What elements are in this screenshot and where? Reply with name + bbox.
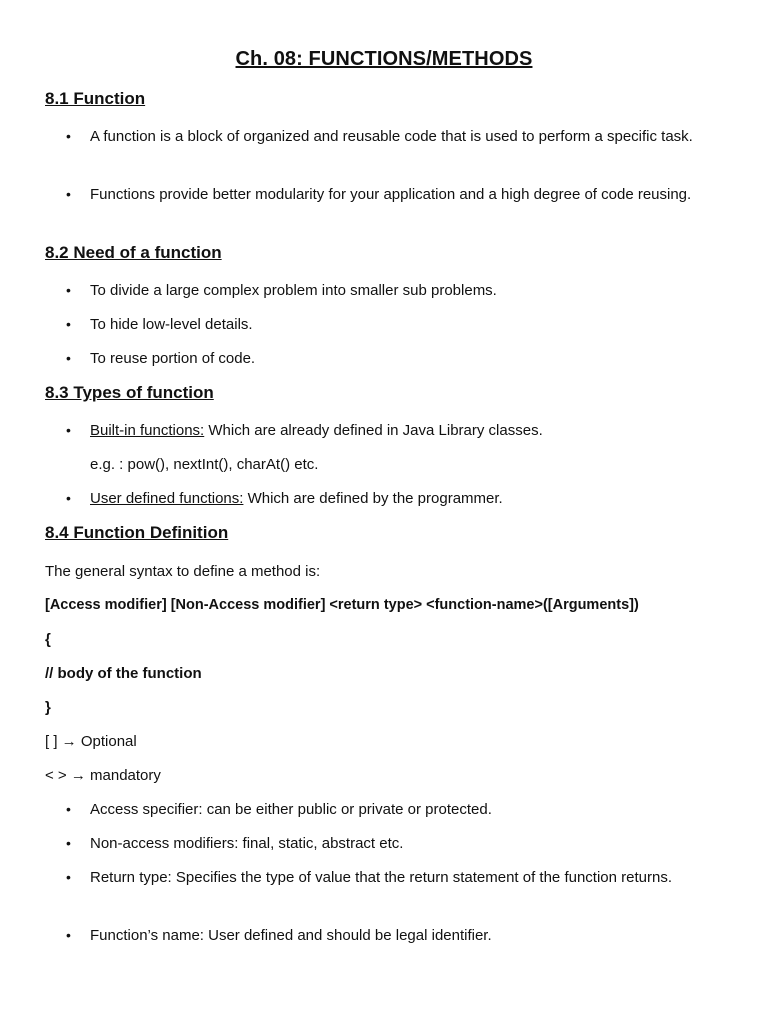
section-heading-function: 8.1 Function bbox=[45, 89, 146, 108]
bullet-icon: • bbox=[66, 282, 71, 298]
builtin-label: Built-in functions: bbox=[90, 422, 205, 439]
builtin-example: e.g. : pow(), nextInt(), charAt() etc. bbox=[90, 456, 319, 473]
list-item: To divide a large complex problem into smaller sub problems. bbox=[90, 282, 497, 299]
syntax-line: [Access modifier] [Non-Access modifier] <return type> <function-name>([Arguments]) bbox=[45, 597, 639, 613]
list-item: To reuse portion of code. bbox=[90, 350, 256, 367]
body-comment: // body of the function bbox=[45, 665, 202, 682]
close-brace: } bbox=[45, 699, 51, 716]
list-item: Non-access modifiers: final, static, abstract etc. bbox=[90, 835, 404, 852]
section-heading-definition: 8.4 Function Definition bbox=[45, 523, 229, 542]
mandatory-note: < > → mandatory bbox=[45, 767, 161, 784]
user-defined-text: Which are defined by the programmer. bbox=[243, 490, 503, 507]
list-item: To hide low-level details. bbox=[90, 316, 253, 333]
list-item: A function is a block of organized and reusable code that is used to perform a specific task. bbox=[90, 128, 693, 145]
list-item-builtin bbox=[90, 419, 720, 442]
section-heading-need: 8.2 Need of a function bbox=[45, 243, 222, 262]
list-item: Functions provide better modularity for your application and a high degree of code reusing. bbox=[90, 186, 692, 203]
bullet-icon: • bbox=[66, 422, 71, 438]
bullet-icon: • bbox=[66, 801, 71, 817]
bullet-icon: • bbox=[66, 869, 71, 885]
builtin-text: Which are already defined in Java Library classes. bbox=[204, 422, 543, 439]
bullet-icon: • bbox=[66, 186, 71, 202]
bullet-icon: • bbox=[66, 835, 71, 851]
optional-note: [ ] → Optional bbox=[45, 733, 137, 750]
page-title: Ch. 08: FUNCTIONS/METHODS bbox=[235, 48, 533, 70]
bullet-icon: • bbox=[66, 128, 71, 144]
list-item: Return type: Specifies the type of value that the return statement of the function returns. bbox=[90, 869, 672, 886]
open-brace: { bbox=[45, 631, 51, 648]
bullet-icon: • bbox=[66, 316, 71, 332]
definition-intro: The general syntax to define a method is: bbox=[45, 563, 321, 580]
section-heading-types: 8.3 Types of function bbox=[45, 383, 214, 402]
user-defined-label: User defined functions: bbox=[90, 490, 244, 507]
list-item: Function’s name: User defined and should be legal identifier. bbox=[90, 927, 492, 944]
bullet-icon: • bbox=[66, 490, 71, 506]
list-item-user-defined bbox=[90, 487, 720, 510]
list-item: Access specifier: can be either public or private or protected. bbox=[90, 801, 492, 818]
bullet-icon: • bbox=[66, 350, 71, 366]
bullet-icon: • bbox=[66, 927, 71, 943]
